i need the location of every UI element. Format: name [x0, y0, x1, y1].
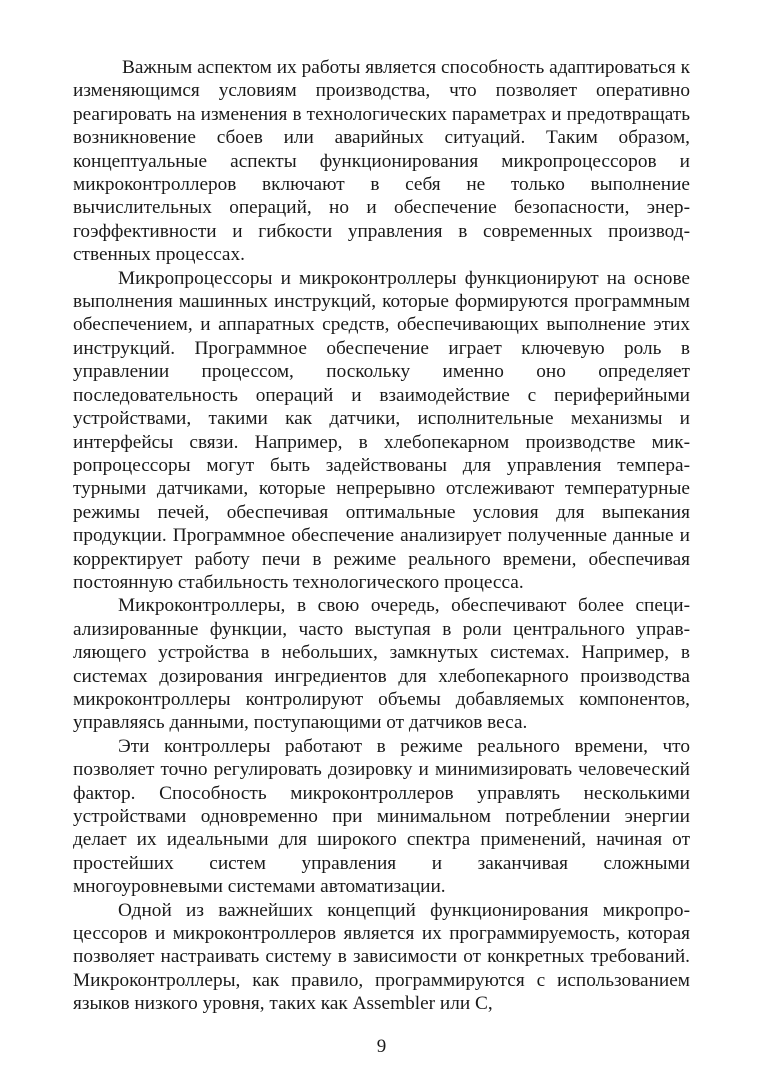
paragraph-2: Микропроцессоры и микроконтроллеры функционируют на основе выполнения машинных инструкций, которые формируются программным обеспечением, и аппаратных средств, обеспечивающих выполнение этих инструкций. Программное обеспечение играет ключевую роль в управлении процессом, поскольку именно оно определяет последовательность операций и взаимодействие с периферийными устройствами, такими как датчики, исполнительные механизмы и интерфейсы связи. Например, в хлебопекарном производстве микропроцессоры могут быть задействованы для управления температурными датчиками, которые непрерывно отслеживают температурные режимы печей, обеспечивая оптимальные условия для выпекания продукции. Программное обеспечение анализирует полученные данные и корректирует работу печи в режиме реального времени, обеспечивая постоянную стабильность технологического процесса.	[73, 267, 690, 593]
paragraph-3: Микроконтроллеры, в свою очередь, обеспечивают более специализированные функции, часто выступая в роли центрального управляющего устройства в небольших, замкнутых системах. Например, в системах дозирования ингредиентов для хлебопекарного производства микроконтроллеры контролируют объемы добавляемых компонентов, управляясь данными, поступающими от датчиков веса.	[73, 595, 690, 734]
page-number: 9	[376, 1036, 387, 1057]
page-body	[73, 56, 690, 1016]
paragraph-4: Эти контроллеры работают в режиме реального времени, что позволяет точно регулировать дозировку и минимизировать человеческий фактор. Способность микроконтроллеров управлять несколькими устройствами одновременно при минимальном потреблении энергии делает их идеальными для широкого спектра применений, начиная от простейших систем управления и заканчивая сложными многоуровневыми системами автоматизации.	[73, 735, 690, 898]
paragraph-5: Одной из важнейших концепций функционирования микропроцессоров и микроконтроллеров является их программируемость, которая позволяет настраивать систему в зависимости от конкретных требований. Микроконтроллеры, как правило, программируются с использованием языков низкого уровня, таких как Assembler или C,	[73, 899, 690, 1015]
paragraph-1: Важным аспектом их работы является способность адаптироваться к изменяющимся условиям производства, что позволяет оперативно реагировать на изменения в технологических параметрах и предотвращать возникновение сбоев или аварийных ситуаций. Таким образом, концептуальные аспекты функционирования микропроцессоров и микроконтроллеров включают в себя не только выполнение вычислительных операций, но и обеспечение безопасности, энергоэффективности и гибкости управления в современных производственных процессах.	[73, 57, 690, 266]
